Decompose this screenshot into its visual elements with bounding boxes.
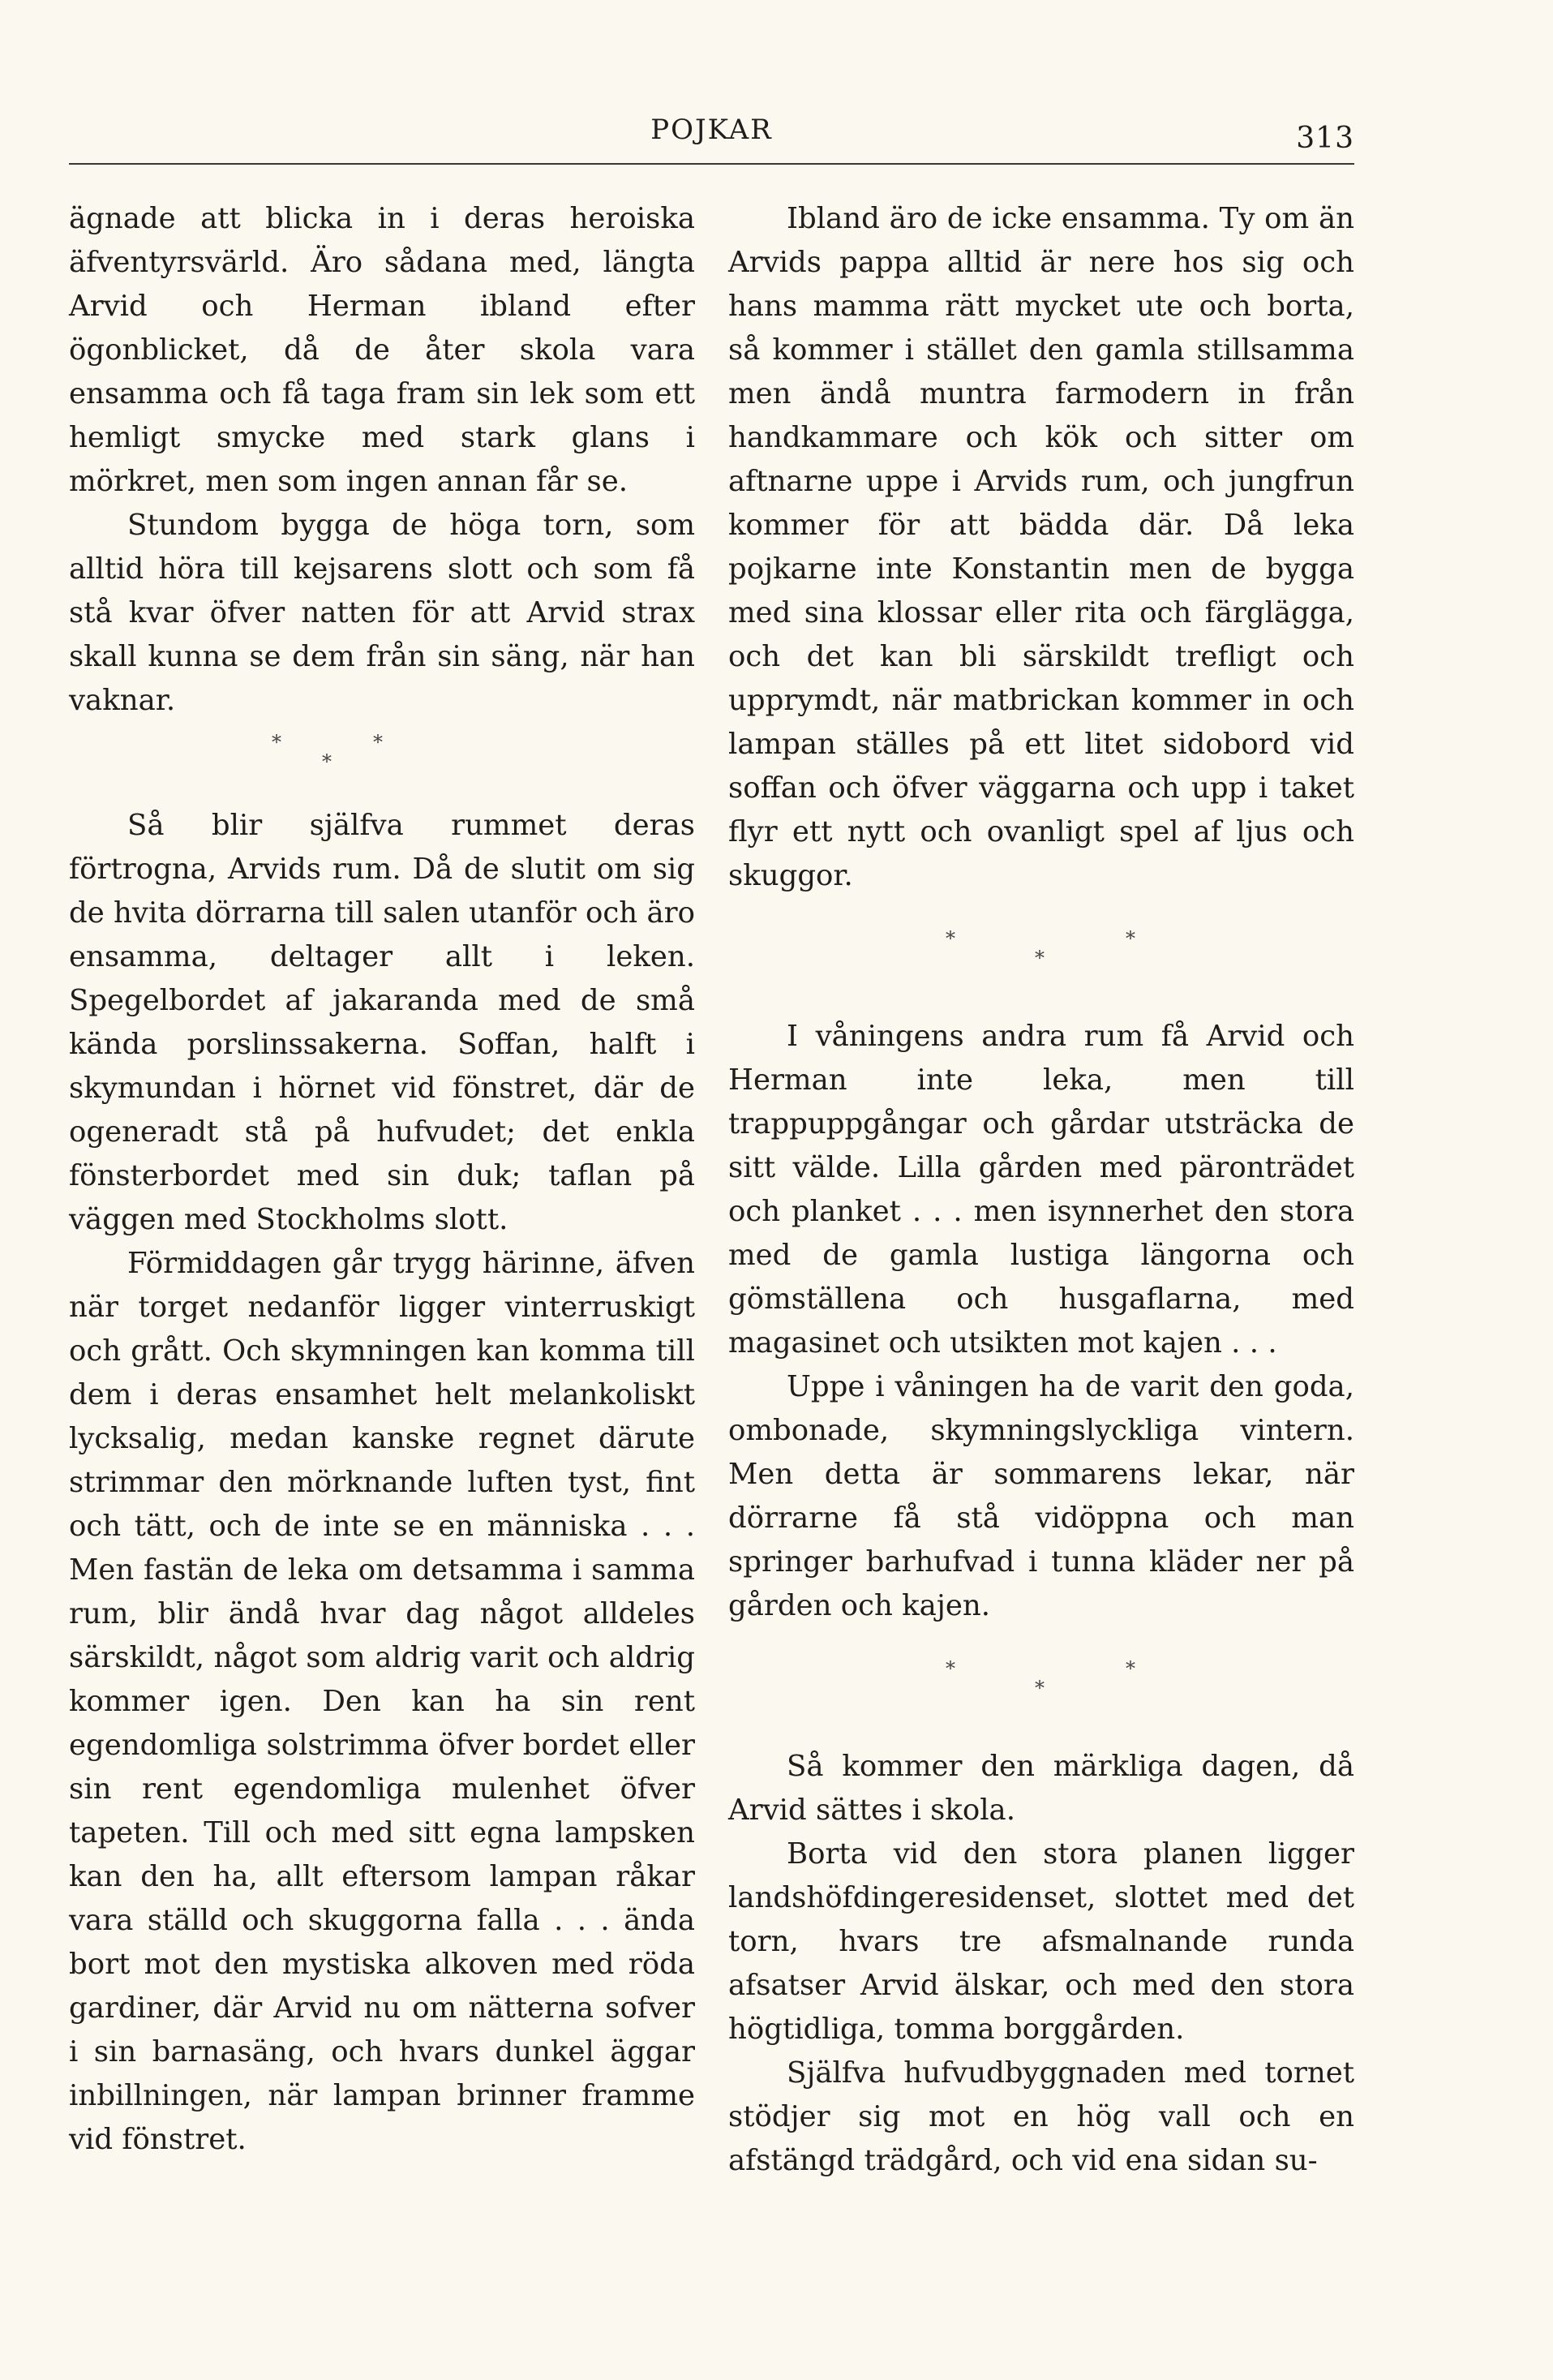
paragraph: ägnade att blicka in i deras heroiska äfventyrsvärld. Äro sådana med, längta Arvid och Herman ibland efter ögonblicket, då de åter skola vara ensamma och få taga fram sin lek som ett hemligt smycke med stark glans i mörkret, men som ingen annan får se. [69,202,695,498]
asterisk: * [1035,1677,1045,1699]
running-title: POJKAR [650,114,773,146]
paragraph: I våningens andra rum få Arvid och Herman inte leka, men till trappuppgångar och gårdar utsträcka de sitt välde. Lilla gården med päronträdet och planket . . . men isynnerhet den stora med de gamla lustiga längorna och gömställena och husgaflarna, med magasinet och utsikten mot kajen . . . [728,1020,1354,1360]
right-column [728,197,1354,2183]
paragraph: Själfva hufvudbyggnaden med tornet stödjer sig mot en hög vall och en afstängd trädgård, och vid ena sidan su- [728,2056,1354,2177]
paragraph: Borta vid den stora planen ligger landshöfdingeresidenset, slottet med det torn, hvars tre afsmalnande runda afsatser Arvid älskar, och med den stora högtidliga, tomma borggården. [728,1837,1354,2046]
section-break-asterisks [69,726,695,801]
asterisk: * [946,927,955,950]
asterisk: * [1126,927,1135,950]
section-break-asterisks [728,1638,1354,1735]
page-number: 313 [1296,122,1354,155]
running-head [69,114,1354,162]
section-break-asterisks [728,908,1354,1005]
paragraph: Ibland äro de icke ensamma. Ty om än Arvids pappa alltid är nere hos sig och hans mamma rätt mycket ute och borta, så kommer i stället den gamla stillsamma men ändå muntra farmodern in från handkammare och kök och sitter om aftnarne uppe i Arvids rum, och jungfrun kommer för att bädda där. Då leka pojkarne inte Konstantin men de bygga med sina klossar eller rita och färglägga, och det kan bli särskildt trefligt och upprymdt, när matbrickan kommer in och lampan ställes på ett litet sidobord vid soffan och öfver väggarna och upp i taket flyr ett nytt och ovanligt spel af ljus och skuggor. [728,202,1354,892]
paragraph: Uppe i våningen ha de varit den goda, ombonade, skymningslyckliga vintern. Men detta är sommarens lekar, när dörrarne få stå vidöppna och man springer barhufvad i tunna kläder ner på gården och kajen. [728,1370,1354,1622]
asterisk: * [1126,1657,1135,1680]
asterisk: * [272,731,281,754]
asterisk: * [946,1657,955,1680]
paragraph: Så blir själfva rummet deras förtrogna, Arvids rum. Då de slutit om sig de hvita dörrarna till salen utanför och äro ensamma, deltager allt i leken. Spegelbordet af jakaranda med de små kända porslinssakerna. Soffan, halft i skymundan i hörnet vid fönstret, där de ogeneradt stå på hufvudet; det enkla fönsterbordet med sin duk; taflan på väggen med Stockholms slott. [69,809,695,1236]
asterisk: * [322,750,332,773]
paragraph: Så kommer den märkliga dagen, då Arvid sättes i skola. [728,1750,1354,1827]
paragraph: Förmiddagen går trygg härinne, äfven när torget nedanför ligger vinterruskigt och grått. Och skymningen kan komma till dem i deras ensamhet helt melankoliskt lycksalig, medan kanske regnet därute strimmar den mörknande luften tyst, fint och tätt, och de inte se en människa . . . Men fastän de leka om detsamma i samma rum, blir ändå hvar dag något alldeles särskildt, något som aldrig varit och aldrig kommer igen. Den kan ha sin rent egendomliga solstrimma öfver bordet eller sin rent egendomliga mulenhet öfver tapeten. Till och med sitt egna lampsken kan den ha, allt eftersom lampan råkar vara ställd och skuggorna falla . . . ända bort mot den mystiska alkoven med röda gardiner, där Arvid nu om nätterna sofver i sin barnasäng, och hvars dunkel äggar inbillningen, när lampan brinner framme vid fönstret. [69,1247,695,2156]
paragraph: Stundom bygga de höga torn, som alltid höra till kejsarens slott och som få stå kvar öfver natten för att Arvid strax skall kunna se dem från sin säng, när han vaknar. [69,509,695,717]
asterisk: * [1035,947,1045,969]
header-rule [69,163,1354,165]
left-column [69,197,695,2162]
asterisk: * [373,731,383,754]
